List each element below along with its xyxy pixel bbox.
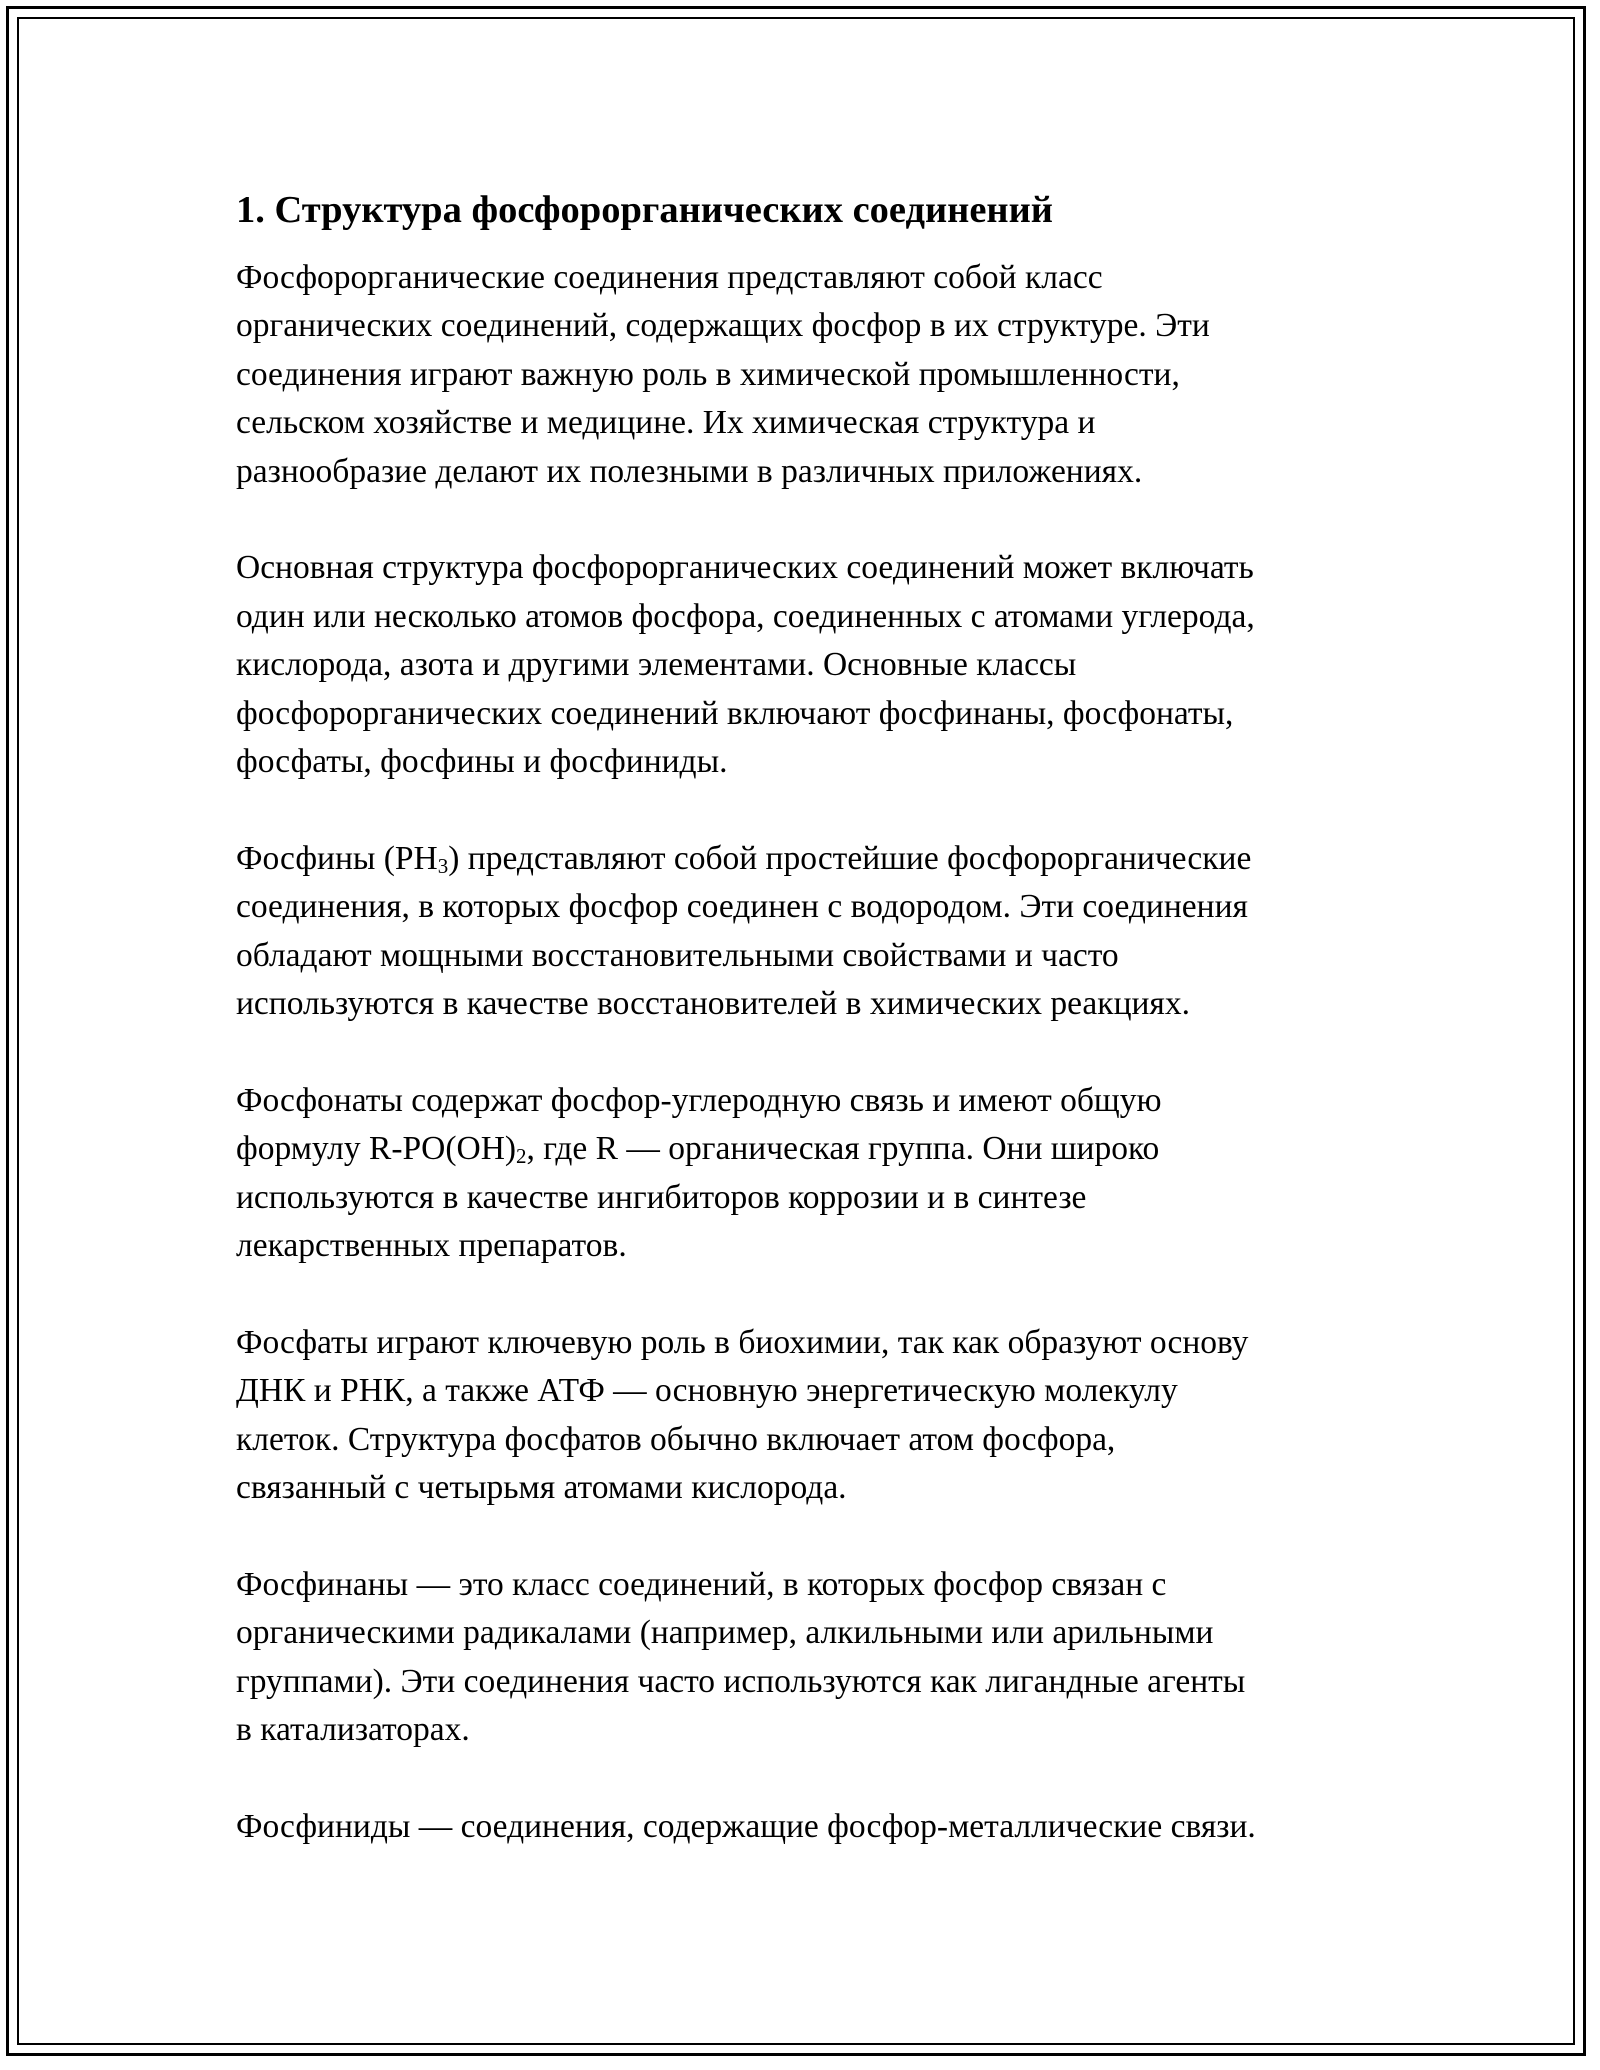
formula-text-before: формулу R-PO(OH) (236, 1130, 517, 1168)
paragraph-line: Фосфиниды — соединения, содержащие фосфор-металлические связи. (236, 1807, 1256, 1845)
paragraph-line: группами). Эти соединения часто используются как лигандные агенты (236, 1662, 1246, 1700)
paragraph-phosphonates (236, 1077, 1376, 1271)
paragraph-line: используются в качестве восстановителей в химических реакциях. (236, 985, 1190, 1023)
paragraph-line: Фосфаты играют ключевую роль в биохимии, так как образуют основу (236, 1323, 1249, 1361)
paragraph-line: используются в качестве ингибиторов коррозии и в синтезе (236, 1178, 1087, 1216)
paragraph-line: разнообразие делают их полезными в различных приложениях. (236, 452, 1143, 490)
paragraph-line: клеток. Структура фосфатов обычно включает атом фосфора, (236, 1420, 1116, 1458)
paragraph-line: лекарственных препаратов. (236, 1227, 627, 1265)
paragraph-line: один или несколько атомов фосфора, соединенных с атомами углерода, (236, 597, 1255, 635)
paragraph-line-with-formula (236, 835, 1376, 883)
formula-text-after: , где R — органическая группа. Они широко (526, 1130, 1160, 1168)
paragraph-line: обладают мощными восстановительными свойствами и часто (236, 936, 1119, 974)
paragraph-phosphinides (236, 1803, 1376, 1851)
formula-text-before: Фосфины (PH (236, 839, 438, 877)
paragraph-basic-structure (236, 544, 1376, 786)
paragraph-line: органическими радикалами (например, алкильными или арильными (236, 1614, 1214, 1652)
paragraph-line: фосфорорганических соединений включают фосфинаны, фосфонаты, (236, 694, 1234, 732)
paragraph-line: соединения, в которых фосфор соединен с водородом. Эти соединения (236, 888, 1248, 926)
paragraph-phosphines (236, 835, 1376, 1029)
paragraph-line: фосфаты, фосфины и фосфиниды. (236, 743, 728, 781)
paragraph-line: Основная структура фосфорорганических соединений может включать (236, 549, 1254, 587)
paragraph-line: соединения играют важную роль в химической промышленности, (236, 355, 1180, 393)
paragraph-line: Фосфорорганические соединения представляют собой класс (236, 259, 1103, 296)
formula-subscript: 3 (437, 854, 449, 879)
formula-subscript: 2 (516, 1144, 527, 1169)
paragraph-line: связанный с четырьмя атомами кислорода. (236, 1469, 847, 1507)
formula-text-after: ) представляют собой простейшие фосфорорганические (448, 839, 1252, 877)
paragraph-line-with-formula (236, 1125, 1376, 1173)
paragraph-line: Фосфонаты содержат фосфор-углеродную связь и имеют общую (236, 1081, 1162, 1119)
section-heading: 1. Структура фосфорорганических соединений (236, 189, 1053, 231)
paragraph-line: кислорода, азота и другими элементами. Основные классы (236, 646, 1077, 684)
paragraph-phosphinanes (236, 1561, 1376, 1755)
paragraph-line: в катализаторах. (236, 1711, 470, 1749)
paragraph-line: органических соединений, содержащих фосфор в их структуре. Эти (236, 307, 1210, 345)
paragraph-organophosphorus-intro (236, 254, 1376, 496)
paragraph-line: сельском хозяйстве и медицине. Их химическая структура и (236, 404, 1096, 442)
paragraph-line: Фосфинаны — это класс соединений, в которых фосфор связан с (236, 1565, 1167, 1603)
paragraph-phosphates (236, 1319, 1376, 1513)
document-body (236, 186, 1376, 1900)
paragraph-line: ДНК и РНК, а также АТФ — основную энергетическую молекулу (236, 1372, 1178, 1410)
